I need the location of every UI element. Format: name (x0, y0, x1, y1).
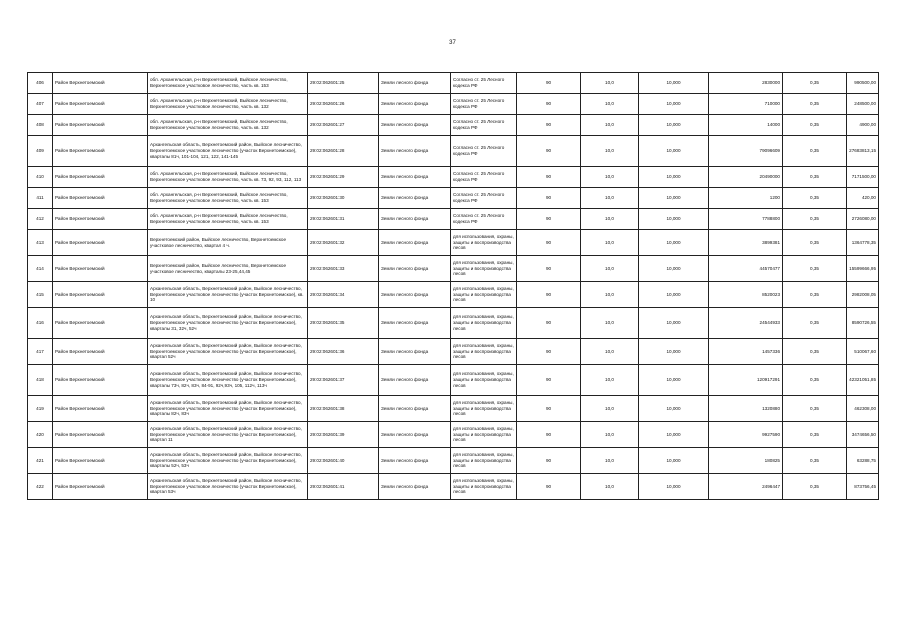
land-category-cell: Земли лесного фонда (379, 73, 451, 94)
cadastral-number-cell: 29:02:062601:31 (308, 209, 379, 230)
parameter-1-cell: 90 (517, 282, 581, 308)
land-category-cell: Земли лесного фонда (379, 474, 451, 500)
rate-cell: 0,35 (783, 282, 847, 308)
address-cell: Архангельская область, Верхнетоемский район, Выйское лесничество, Верхнетоемское участковое лесничество (участок Верхнетоемское), квартал 11 (148, 422, 308, 448)
land-category-cell: Земли лесного фонда (379, 339, 451, 365)
area-cell: 20490000 (709, 167, 783, 188)
parameter-3-cell: 10,000 (639, 209, 709, 230)
parameter-3-cell: 10,000 (639, 448, 709, 474)
row-number: 410 (28, 167, 53, 188)
parameter-1-cell: 90 (517, 167, 581, 188)
land-category-cell: Земли лесного фонда (379, 94, 451, 115)
parameter-2-cell: 10,0 (581, 73, 639, 94)
parameter-3-cell: 10,000 (639, 167, 709, 188)
parameter-2-cell: 10,0 (581, 188, 639, 209)
permitted-use-cell: Согласно ст. 25 Лесного кодекса РФ (451, 209, 517, 230)
address-cell: обл. Архангельская, р-н Верхнетоемский, Выйское лесничество, Верхнетоемское участковое лесничество, часть кв. 73, 92, 93, 112, 113 (148, 167, 308, 188)
cadastral-number-cell: 29:02:062601:37 (308, 365, 379, 396)
address-cell: обл. Архангельская, р-н Верхнетоемский, Выйское лесничество, Верхнетоемское участковое лесничество, часть кв. 153 (148, 209, 308, 230)
parameter-2-cell: 10,0 (581, 209, 639, 230)
parameter-3-cell: 10,000 (639, 474, 709, 500)
rate-cell: 0,35 (783, 167, 847, 188)
parameter-2-cell: 10,0 (581, 422, 639, 448)
region-cell: Район Верхнетоемский (53, 209, 148, 230)
permitted-use-cell: Согласно ст. 25 Лесного кодекса РФ (451, 136, 517, 167)
region-cell: Район Верхнетоемский (53, 282, 148, 308)
parameter-2-cell: 10,0 (581, 282, 639, 308)
address-cell: Верхнетоемский район, Выйское лесничество, Верхнетоемское участковое лесничество, кварталы 23-25,44,45 (148, 256, 308, 282)
address-cell: Архангельская область, Верхнетоемский район, Выйское лесничество, Верхнетоемское участковое лесничество (участок Верхнетоемское), кварталы 73ч, 82ч, 83ч, 84-91, 92ч,93ч, 105, 112ч, 113ч (148, 365, 308, 396)
rate-cell: 0,35 (783, 448, 847, 474)
parameter-2-cell: 10,0 (581, 167, 639, 188)
area-cell: 180825 (709, 448, 783, 474)
parameter-2-cell: 10,0 (581, 448, 639, 474)
row-number: 420 (28, 422, 53, 448)
land-category-cell: Земли лесного фонда (379, 282, 451, 308)
region-cell: Район Верхнетоемский (53, 474, 148, 500)
area-cell: 2830000 (709, 73, 783, 94)
land-category-cell: Земли лесного фонда (379, 167, 451, 188)
table-row (28, 73, 879, 94)
parameter-3-cell: 10,000 (639, 339, 709, 365)
address-cell: Архангельская область, Верхнетоемский район, Выйское лесничество, Верхнетоемское участковое лесничество (участок Верхнетоемское), кварталы 81ч, 101-104, 121, 122, 141-145 (148, 136, 308, 167)
permitted-use-cell: для использования, охраны, защиты и воспроизводства лесов (451, 230, 517, 256)
cadastral-number-cell: 29:02:062601:35 (308, 308, 379, 339)
cadastral-number-cell: 29:02:062601:26 (308, 94, 379, 115)
page-number: 37 (449, 40, 456, 46)
rate-cell: 0,35 (783, 365, 847, 396)
land-category-cell: Земли лесного фонда (379, 365, 451, 396)
table-row (28, 448, 879, 474)
land-category-cell: Земли лесного фонда (379, 448, 451, 474)
row-number: 408 (28, 115, 53, 136)
rate-cell: 0,35 (783, 230, 847, 256)
address-cell: Архангельская область, Верхнетоемский район, Выйское лесничество, Верхнетоемское участковое лесничество (участок Верхнетоемское), квартал 52ч (148, 339, 308, 365)
value-cell: 42321051,85 (847, 365, 879, 396)
area-cell: 9927590 (709, 422, 783, 448)
rate-cell: 0,35 (783, 422, 847, 448)
area-cell: 24544933 (709, 308, 783, 339)
table-row (28, 396, 879, 422)
table-row (28, 167, 879, 188)
parameter-2-cell: 10,0 (581, 230, 639, 256)
rate-cell: 0,35 (783, 308, 847, 339)
area-cell: 44570477 (709, 256, 783, 282)
permitted-use-cell: для использования, охраны, защиты и воспроизводства лесов (451, 256, 517, 282)
parameter-3-cell: 10,000 (639, 188, 709, 209)
permitted-use-cell: для использования, охраны, защиты и воспроизводства лесов (451, 448, 517, 474)
parameter-2-cell: 10,0 (581, 94, 639, 115)
rate-cell: 0,35 (783, 339, 847, 365)
value-cell: 248500,00 (847, 94, 879, 115)
permitted-use-cell: для использования, охраны, защиты и воспроизводства лесов (451, 396, 517, 422)
parameter-1-cell: 90 (517, 136, 581, 167)
permitted-use-cell: Согласно ст. 25 Лесного кодекса РФ (451, 115, 517, 136)
row-number: 409 (28, 136, 53, 167)
rate-cell: 0,35 (783, 474, 847, 500)
cadastral-number-cell: 29:02:062601:41 (308, 474, 379, 500)
region-cell: Район Верхнетоемский (53, 339, 148, 365)
row-number: 422 (28, 474, 53, 500)
address-cell: Архангельская область, Верхнетоемский район, Выйское лесничество, Верхнетоемское участковое лесничество (участок Верхнетоемское), квартал 53ч (148, 474, 308, 500)
value-cell: 2982008,05 (847, 282, 879, 308)
table-body (28, 73, 879, 500)
address-cell: Верхнетоемский район, Выйское лесничество, Верхнетоемское участковое лесничество, квартал 4 ч. (148, 230, 308, 256)
parameter-2-cell: 10,0 (581, 396, 639, 422)
table-row (28, 209, 879, 230)
parameter-2-cell: 10,0 (581, 308, 639, 339)
table-row (28, 474, 879, 500)
region-cell: Район Верхнетоемский (53, 365, 148, 396)
value-cell: 7171500,00 (847, 167, 879, 188)
address-cell: обл. Архангельская, р-н Верхнетоемский, Выйское лесничество, Верхнетоемское участковое лесничество, часть кв. 153 (148, 188, 308, 209)
land-category-cell: Земли лесного фонда (379, 422, 451, 448)
parameter-1-cell: 90 (517, 256, 581, 282)
table-row (28, 365, 879, 396)
region-cell: Район Верхнетоемский (53, 73, 148, 94)
region-cell: Район Верхнетоемский (53, 115, 148, 136)
parameter-1-cell: 90 (517, 448, 581, 474)
region-cell: Район Верхнетоемский (53, 94, 148, 115)
parameter-1-cell: 90 (517, 308, 581, 339)
row-number: 407 (28, 94, 53, 115)
parameter-3-cell: 10,000 (639, 256, 709, 282)
row-number: 411 (28, 188, 53, 209)
parameter-3-cell: 10,000 (639, 136, 709, 167)
address-cell: Архангельская область, Верхнетоемский район, Выйское лесничество, Верхнетоемское участковое лесничество (участок Верхнетоемское), кварталы 52ч, 53ч (148, 448, 308, 474)
region-cell: Район Верхнетоемский (53, 230, 148, 256)
cadastral-number-cell: 29:02:062601:33 (308, 256, 379, 282)
value-cell: 2726080,00 (847, 209, 879, 230)
permitted-use-cell: для использования, охраны, защиты и воспроизводства лесов (451, 474, 517, 500)
rate-cell: 0,35 (783, 94, 847, 115)
table-row (28, 256, 879, 282)
permitted-use-cell: Согласно ст. 25 Лесного кодекса РФ (451, 167, 517, 188)
parameter-2-cell: 10,0 (581, 256, 639, 282)
value-cell: 1364778,35 (847, 230, 879, 256)
area-cell: 710000 (709, 94, 783, 115)
permitted-use-cell: Согласно ст. 25 Лесного кодекса РФ (451, 73, 517, 94)
cadastral-number-cell: 29:02:062601:38 (308, 396, 379, 422)
parameter-3-cell: 10,000 (639, 94, 709, 115)
rate-cell: 0,35 (783, 136, 847, 167)
rate-cell: 0,35 (783, 209, 847, 230)
region-cell: Район Верхнетоемский (53, 188, 148, 209)
parameter-1-cell: 90 (517, 339, 581, 365)
area-cell: 7788800 (709, 209, 783, 230)
area-cell: 8520023 (709, 282, 783, 308)
parameter-1-cell: 90 (517, 188, 581, 209)
parameter-3-cell: 10,000 (639, 308, 709, 339)
row-number: 416 (28, 308, 53, 339)
value-cell: 63288,75 (847, 448, 879, 474)
land-category-cell: Земли лесного фонда (379, 136, 451, 167)
parameter-2-cell: 10,0 (581, 339, 639, 365)
table-row (28, 188, 879, 209)
table-row (28, 136, 879, 167)
rate-cell: 0,35 (783, 73, 847, 94)
cadastral-number-cell: 29:02:062601:34 (308, 282, 379, 308)
row-number: 406 (28, 73, 53, 94)
cadastral-number-cell: 29:02:062601:25 (308, 73, 379, 94)
table-row (28, 422, 879, 448)
value-cell: 462308,00 (847, 396, 879, 422)
region-cell: Район Верхнетоемский (53, 308, 148, 339)
land-category-cell: Земли лесного фонда (379, 209, 451, 230)
permitted-use-cell: для использования, охраны, защиты и воспроизводства лесов (451, 339, 517, 365)
parameter-3-cell: 10,000 (639, 73, 709, 94)
parameter-3-cell: 10,000 (639, 396, 709, 422)
region-cell: Район Верхнетоемский (53, 422, 148, 448)
rate-cell: 0,35 (783, 396, 847, 422)
parameter-1-cell: 90 (517, 365, 581, 396)
value-cell: 8590726,55 (847, 308, 879, 339)
parameter-1-cell: 90 (517, 94, 581, 115)
area-cell: 120917291 (709, 365, 783, 396)
cadastral-number-cell: 29:02:062601:40 (308, 448, 379, 474)
parameter-3-cell: 10,000 (639, 230, 709, 256)
parameter-1-cell: 90 (517, 73, 581, 94)
table-row (28, 94, 879, 115)
land-category-cell: Земли лесного фонда (379, 230, 451, 256)
table-row (28, 282, 879, 308)
parameter-1-cell: 90 (517, 422, 581, 448)
land-registry-table (27, 72, 879, 500)
parameter-2-cell: 10,0 (581, 474, 639, 500)
row-number: 413 (28, 230, 53, 256)
land-category-cell: Земли лесного фонда (379, 308, 451, 339)
cadastral-number-cell: 29:02:062601:29 (308, 167, 379, 188)
area-cell: 79096609 (709, 136, 783, 167)
cadastral-number-cell: 29:02:062601:32 (308, 230, 379, 256)
land-category-cell: Земли лесного фонда (379, 188, 451, 209)
rate-cell: 0,35 (783, 256, 847, 282)
parameter-3-cell: 10,000 (639, 422, 709, 448)
cadastral-number-cell: 29:02:062601:36 (308, 339, 379, 365)
address-cell: обл. Архангельская, р-н Верхнетоемский, Выйское лесничество, Верхнетоемское участковое лесничество, часть кв. 153 (148, 73, 308, 94)
address-cell: Архангельская область, Верхнетоемский район, Выйское лесничество, Верхнетоемское участковое лесничество (участок Верхнетоемское), кварталы 82ч, 83ч (148, 396, 308, 422)
row-number: 415 (28, 282, 53, 308)
value-cell: 873756,45 (847, 474, 879, 500)
rate-cell: 0,35 (783, 188, 847, 209)
table-row (28, 339, 879, 365)
region-cell: Район Верхнетоемский (53, 396, 148, 422)
table-row (28, 115, 879, 136)
row-number: 417 (28, 339, 53, 365)
parameter-2-cell: 10,0 (581, 115, 639, 136)
parameter-2-cell: 10,0 (581, 365, 639, 396)
area-cell: 1457336 (709, 339, 783, 365)
land-category-cell: Земли лесного фонда (379, 256, 451, 282)
row-number: 421 (28, 448, 53, 474)
row-number: 419 (28, 396, 53, 422)
area-cell: 14000 (709, 115, 783, 136)
rate-cell: 0,35 (783, 115, 847, 136)
permitted-use-cell: Согласно ст. 25 Лесного кодекса РФ (451, 188, 517, 209)
area-cell: 1200 (709, 188, 783, 209)
cadastral-number-cell: 29:02:062601:39 (308, 422, 379, 448)
region-cell: Район Верхнетоемский (53, 256, 148, 282)
row-number: 412 (28, 209, 53, 230)
value-cell: 3474656,50 (847, 422, 879, 448)
parameter-1-cell: 90 (517, 115, 581, 136)
permitted-use-cell: Согласно ст. 25 Лесного кодекса РФ (451, 94, 517, 115)
cadastral-number-cell: 29:02:062601:28 (308, 136, 379, 167)
address-cell: обл. Архангельская, р-н Верхнетоемский, Выйское лесничество, Верхнетоемское участковое лесничество, часть кв. 132 (148, 115, 308, 136)
address-cell: обл. Архангельская, р-н Верхнетоемский, Выйское лесничество, Верхнетоемское участковое лесничество, часть кв. 132 (148, 94, 308, 115)
row-number: 414 (28, 256, 53, 282)
value-cell: 420,00 (847, 188, 879, 209)
table-row (28, 308, 879, 339)
region-cell: Район Верхнетоемский (53, 136, 148, 167)
value-cell: 4900,00 (847, 115, 879, 136)
region-cell: Район Верхнетоемский (53, 167, 148, 188)
parameter-1-cell: 90 (517, 230, 581, 256)
value-cell: 510067,60 (847, 339, 879, 365)
permitted-use-cell: для использования, охраны, защиты и воспроизводства лесов (451, 422, 517, 448)
parameter-3-cell: 10,000 (639, 115, 709, 136)
table-row (28, 230, 879, 256)
parameter-3-cell: 10,000 (639, 282, 709, 308)
area-cell: 2496447 (709, 474, 783, 500)
area-cell: 1320880 (709, 396, 783, 422)
permitted-use-cell: для использования, охраны, защиты и воспроизводства лесов (451, 308, 517, 339)
parameter-1-cell: 90 (517, 474, 581, 500)
value-cell: 15599666,95 (847, 256, 879, 282)
parameter-2-cell: 10,0 (581, 136, 639, 167)
permitted-use-cell: для использования, охраны, защиты и воспроизводства лесов (451, 365, 517, 396)
parameter-1-cell: 90 (517, 209, 581, 230)
land-category-cell: Земли лесного фонда (379, 396, 451, 422)
parameter-3-cell: 10,000 (639, 365, 709, 396)
cadastral-number-cell: 29:02:062601:27 (308, 115, 379, 136)
permitted-use-cell: для использования, охраны, защиты и воспроизводства лесов (451, 282, 517, 308)
row-number: 418 (28, 365, 53, 396)
address-cell: Архангельская область, Верхнетоемский район, Выйское лесничество, Верхнетоемское участковое лесничество (участок Верхнетоемское), кварталы 31, 32ч, 52ч (148, 308, 308, 339)
address-cell: Архангельская область, Верхнетоемский район, Выйское лесничество, Верхнетоемское участковое лесничество (участок Верхнетоемское), кв. 10 (148, 282, 308, 308)
value-cell: 27683813,15 (847, 136, 879, 167)
land-category-cell: Земли лесного фонда (379, 115, 451, 136)
cadastral-number-cell: 29:02:062601:30 (308, 188, 379, 209)
area-cell: 3899381 (709, 230, 783, 256)
parameter-1-cell: 90 (517, 396, 581, 422)
region-cell: Район Верхнетоемский (53, 448, 148, 474)
value-cell: 990500,00 (847, 73, 879, 94)
